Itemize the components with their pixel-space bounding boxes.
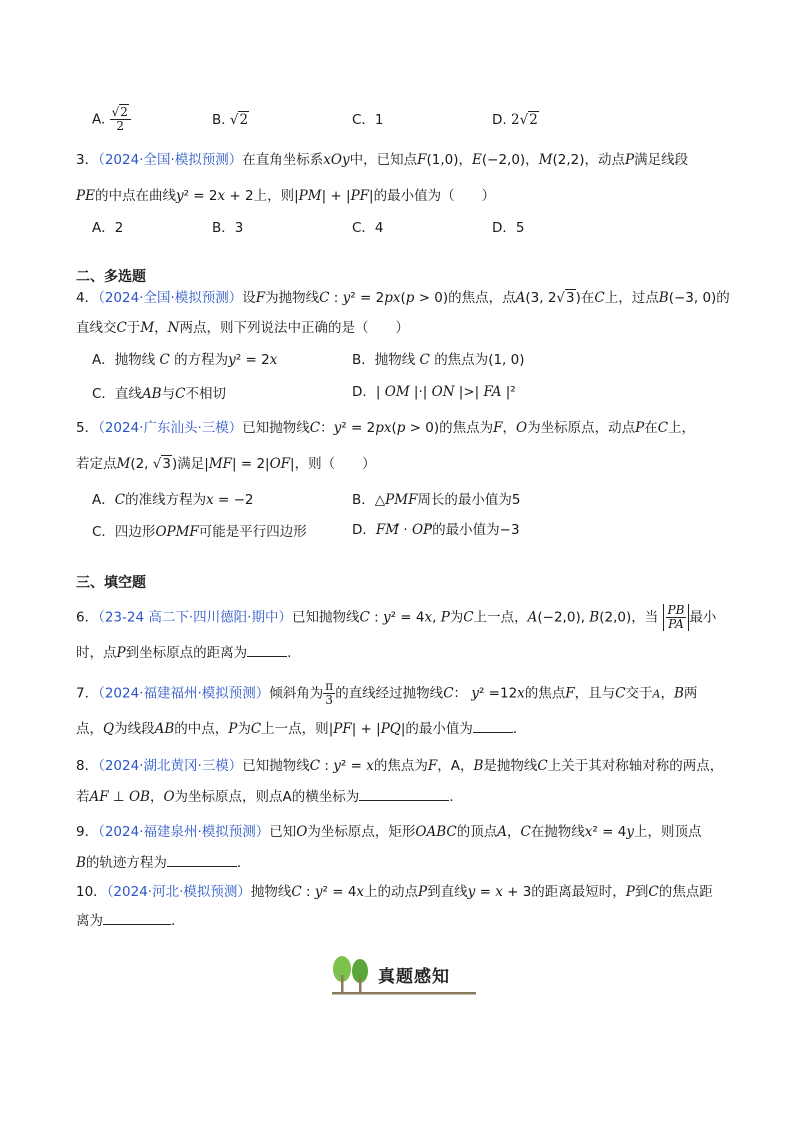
q9-line1: 9．（2024·福建泉州·模拟预测）已知O为坐标原点，矩形OABC的顶点A，C在抛物线x² = 4y上，则顶点	[76, 824, 702, 840]
q6-answer-blank[interactable]	[247, 642, 287, 657]
q10-line2: 离为 .	[76, 910, 740, 931]
q4-option-b: B．抛物线 C 的焦点为(1, 0)	[352, 352, 525, 368]
q4-option-c: C．直线AB与C不相切	[92, 386, 226, 402]
q3-option-d: D．5	[492, 220, 525, 236]
q9-line2: B的轨迹方程为 .	[76, 852, 740, 873]
q6-source: （23-24 高二下·四川德阳·期中）	[98, 609, 292, 626]
q4-source: （2024·全国·模拟预测）	[98, 290, 243, 306]
q7-source: （2024·福建福州·模拟预测）	[98, 685, 270, 702]
q8-line1: 8．（2024·湖北黄冈·三模）已知抛物线C : y² = x的焦点为F，A，B是抛物线C上关于其对称轴对称的两点，	[76, 758, 724, 774]
q3-line1: 3．（2024·全国·模拟预测）在直角坐标系xOy中，已知点F(1,0)，E(−2,0)，M(2,2)，动点P满足线段	[76, 152, 689, 168]
q2-option-d: D. 2√2	[492, 112, 538, 128]
section-multiple-choice: 二、多选题	[76, 269, 146, 285]
q10-source: （2024·河北·模拟预测）	[106, 884, 251, 900]
q5-option-c: C．四边形OPMF可能是平行四边形	[92, 524, 307, 540]
q10-line1: 10．（2024·河北·模拟预测）抛物线C : y² = 4x上的动点P到直线y = x + 3的距离最短时，P到C的焦点距	[76, 884, 713, 900]
q5-option-a: A．C的准线方程为x = −2	[92, 492, 254, 508]
q2-option-a: A. $\frac{√2}{2}$	[92, 106, 131, 133]
q4-option-d: D．| OM |·| ON |>| FA |²	[352, 384, 516, 400]
q4-line2: 直线交C于M，N两点，则下列说法中正确的是（ ）	[76, 320, 409, 336]
q3-option-c: C．4	[352, 220, 384, 236]
q10-answer-blank[interactable]	[103, 910, 171, 925]
q9-source: （2024·福建泉州·模拟预测）	[98, 824, 270, 840]
q8-line2: 若AF ⊥ OB，O为坐标原点，则点A的横坐标为 .	[76, 786, 740, 807]
q2-option-b: B. √2	[212, 112, 249, 128]
q4-line1: 4．（2024·全国·模拟预测）设F为抛物线C : y² = 2px(p > 0)的焦点，点A(3, 2√3)在C上，过点B(−3, 0)的	[76, 290, 730, 306]
q7-line2: 点，Q为线段AB的中点，P为C上一点，则|PF| + |PQ|的最小值为 .	[76, 718, 740, 739]
q9-answer-blank[interactable]	[167, 852, 237, 867]
section-fill-blank: 三、填空题	[76, 575, 146, 591]
q2-option-c: C．1	[352, 112, 384, 128]
q3-option-b: B．3	[212, 220, 244, 236]
q5-option-d: D．FM⃗ · OP的最小值为−3	[352, 522, 520, 538]
q5-option-b: B．△PMF周长的最小值为5	[352, 492, 521, 508]
section-banner-title: 真题感知	[378, 967, 450, 987]
q4-option-a: A．抛物线 C 的方程为y² = 2x	[92, 352, 278, 368]
q5-line1: 5．（2024·广东汕头·三模）已知抛物线C：y² = 2px(p > 0)的焦点为F，O为坐标原点，动点P在C上，	[76, 420, 696, 436]
q8-answer-blank[interactable]	[359, 786, 449, 801]
q3-option-a: A．2	[92, 220, 124, 236]
q8-source: （2024·湖北黄冈·三模）	[98, 758, 243, 774]
q7-answer-blank[interactable]	[473, 718, 513, 733]
q3-line2: PE的中点在曲线y² = 2x + 2上，则|PM| + |PF|的最小值为（ ）	[76, 188, 496, 204]
q5-source: （2024·广东汕头·三模）	[98, 420, 243, 436]
q7-line1: 7．（2024·福建福州·模拟预测）倾斜角为 $\frac{\pi}{3}$ 的直线经过抛物线C： y² =12x的焦点F，且与C交于A，B两	[76, 679, 698, 707]
q3-source: （2024·全国·模拟预测）	[98, 152, 243, 168]
q6-line1: 6．（23-24 高二下·四川德阳·期中）已知抛物线C : y² = 4x, P为C上一点，A(−2,0), B(2,0)，当 $\frac{PB}{PA}$ 最小	[76, 603, 717, 631]
q5-line2: 若定点M(2, √3)满足|MF| = 2|OF|，则（ ）	[76, 456, 376, 472]
q6-line2: 时，点P到坐标原点的距离为 .	[76, 642, 740, 663]
